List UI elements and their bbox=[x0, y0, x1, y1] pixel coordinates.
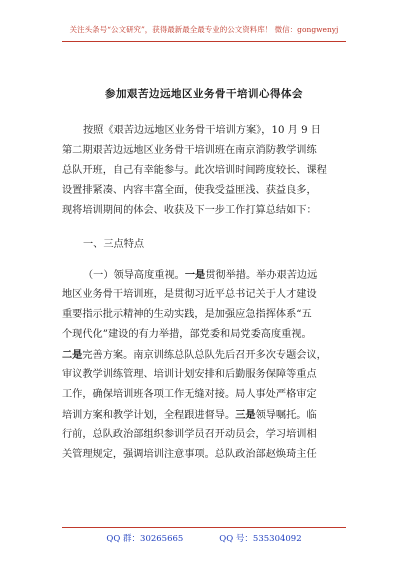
intro-line: 第二期艰苦边远地区业务骨干培训班在南京消防教学训练 bbox=[62, 145, 317, 156]
bold-marker: 一是 bbox=[184, 269, 206, 281]
footer-divider bbox=[62, 527, 346, 528]
qq-group-text: QQ 群：30265665 bbox=[106, 534, 184, 544]
intro-line: 设置排紧凑、内容丰富全面，使我受益匪浅、获益良多， bbox=[62, 185, 317, 196]
intro-line: 总队开班，自己有幸能参与。此次培训时间跨度较长、课程 bbox=[62, 165, 327, 176]
header-divider bbox=[62, 41, 346, 42]
subheading-text: （一）领导高度重视。 bbox=[83, 270, 185, 281]
paragraph-line: 行前，总队政治部组织参训学员召开动员会，学习培训相 bbox=[62, 429, 317, 440]
paragraph-line: 关管理规定，强调培训注意事项。总队政治部赵焕琦主任 bbox=[62, 449, 317, 460]
paragraph-line bbox=[62, 345, 350, 365]
paragraph-line: 个现代化”建设的有力举措，部党委和局党委高度重视。 bbox=[62, 329, 312, 340]
paragraph-text: 完善方案。南京训练总队总队先后召开多次专题会议， bbox=[82, 350, 327, 361]
paragraph-text: 培训方案和教学计划，全程跟进督导。 bbox=[62, 410, 236, 421]
intro-line: 按照《艰苦边远地区业务骨干培训方案》，10 月 9 日 bbox=[83, 125, 321, 136]
bold-marker: 三是 bbox=[235, 409, 256, 421]
qq-number-text: QQ 号：535304092 bbox=[219, 534, 302, 544]
paragraph-line: 审议教学训练管理、培训计划安排和后勤服务保障等重点 bbox=[62, 369, 317, 380]
document-title: 参加艰苦边远地区业务骨干培训心得体会 bbox=[105, 88, 303, 100]
paragraph-line bbox=[62, 405, 350, 425]
paragraph-text: 贯彻举措。举办艰苦边远 bbox=[205, 270, 318, 281]
paragraph-line: 工作，确保培训班各项工作无缝对接。局人事处严格审定 bbox=[62, 389, 317, 400]
footer bbox=[0, 532, 408, 544]
paragraph-text: 领导嘱托。临 bbox=[255, 410, 317, 421]
section-heading: 一、三点特点 bbox=[83, 239, 145, 250]
bold-marker: 二是 bbox=[62, 349, 83, 361]
paragraph-line: 重要指示批示精神的生动实践，是加强应急指挥体系“五 bbox=[62, 309, 312, 320]
paragraph-line bbox=[62, 265, 350, 285]
intro-line: 现将培训期间的体会、收获及下一步工作打算总结如下： bbox=[62, 205, 317, 216]
paragraph-line: 地区业务骨干培训班，是贯彻习近平总书记关于人才建设 bbox=[62, 289, 317, 300]
header-banner: 关注头条号“公文研究”，获得最新最全最专业的公文资料库！ 微信：gongwenyj bbox=[69, 25, 339, 34]
document-body bbox=[62, 121, 350, 465]
